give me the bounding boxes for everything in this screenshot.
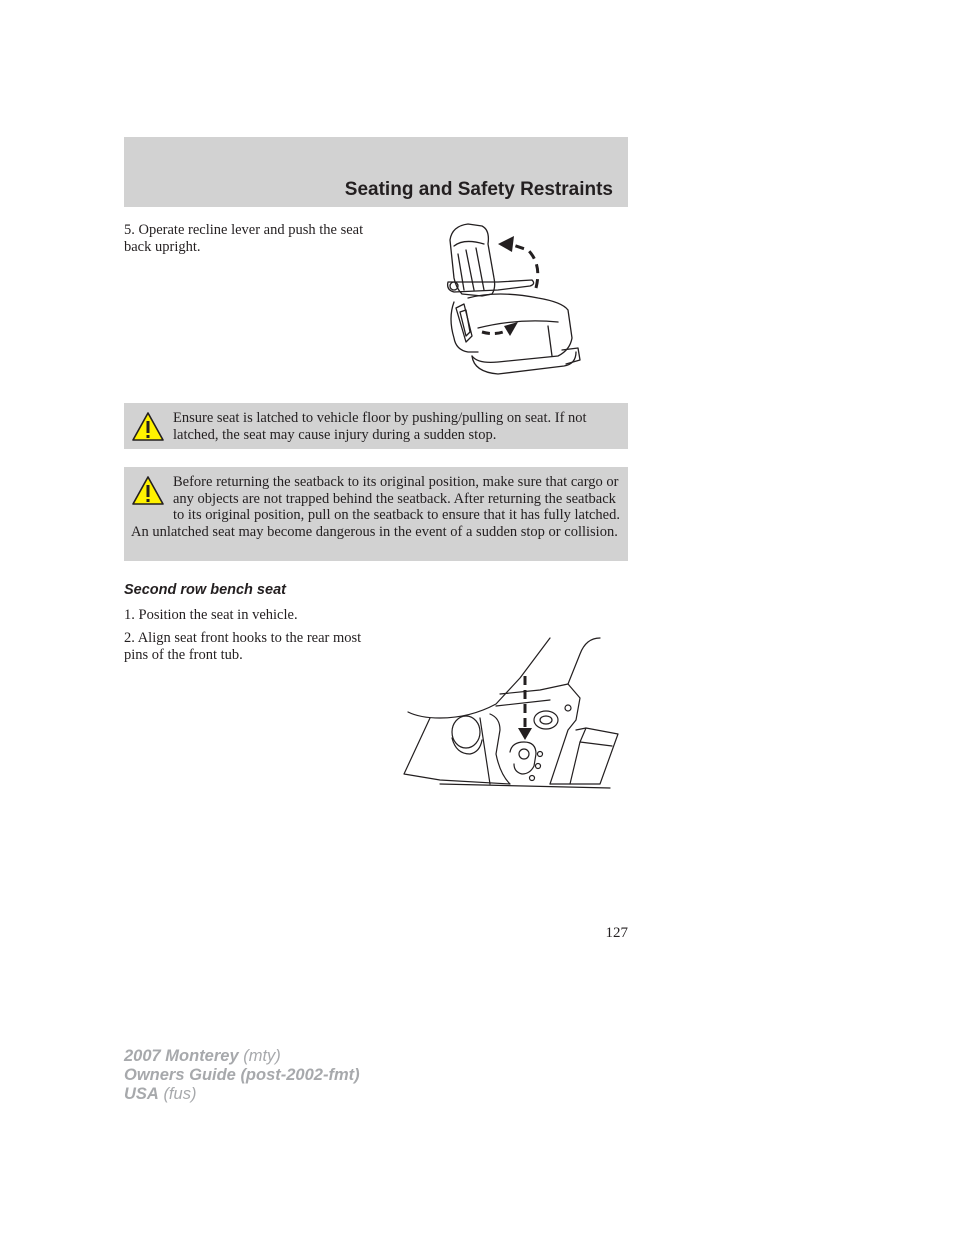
warning-box-latch xyxy=(124,403,628,449)
step-5-text: 5. Operate recline lever and push the seat back upright. xyxy=(124,222,364,255)
warning-box-seatback xyxy=(124,467,628,561)
warning-triangle-icon xyxy=(131,410,165,444)
footer-line-3 xyxy=(124,1085,360,1104)
footer-region: USA xyxy=(124,1085,159,1103)
warning-triangle-icon xyxy=(131,474,165,508)
footer-line-1 xyxy=(124,1047,360,1066)
section-header-bar xyxy=(124,137,628,207)
warning-text-seatback: Before returning the seatback to its original position, make sure that cargo or any objects are not trapped behind the seatback. After returning the seatback to its original position, pull on the seatback to ensure that it has fully latched. An unlatched seat may become dangerous in the event of a sudden stop or collision. xyxy=(131,474,620,540)
footer-model-code: (mty) xyxy=(243,1047,281,1065)
step-2-text: 2. Align seat front hooks to the rear most pins of the front tub. xyxy=(124,630,362,663)
warning-text-latch: Ensure seat is latched to vehicle floor by pushing/pulling on seat. If not latched, the seat may cause injury during a sudden stop. xyxy=(173,410,587,443)
footer-line-2 xyxy=(124,1066,360,1085)
page-title: Seating and Safety Restraints xyxy=(344,179,613,200)
seat-recline-illustration xyxy=(438,218,598,378)
footer-region-code: (fus) xyxy=(163,1085,197,1103)
document-footer xyxy=(124,1047,360,1104)
section-heading: Second row bench seat xyxy=(124,582,286,598)
step-1-text: 1. Position the seat in vehicle. xyxy=(124,607,298,623)
footer-guide: Owners Guide (post-2002-fmt) xyxy=(124,1066,360,1084)
page-number: 127 xyxy=(605,925,628,941)
seat-hook-illustration xyxy=(400,634,620,794)
footer-model: 2007 Monterey xyxy=(124,1047,239,1065)
